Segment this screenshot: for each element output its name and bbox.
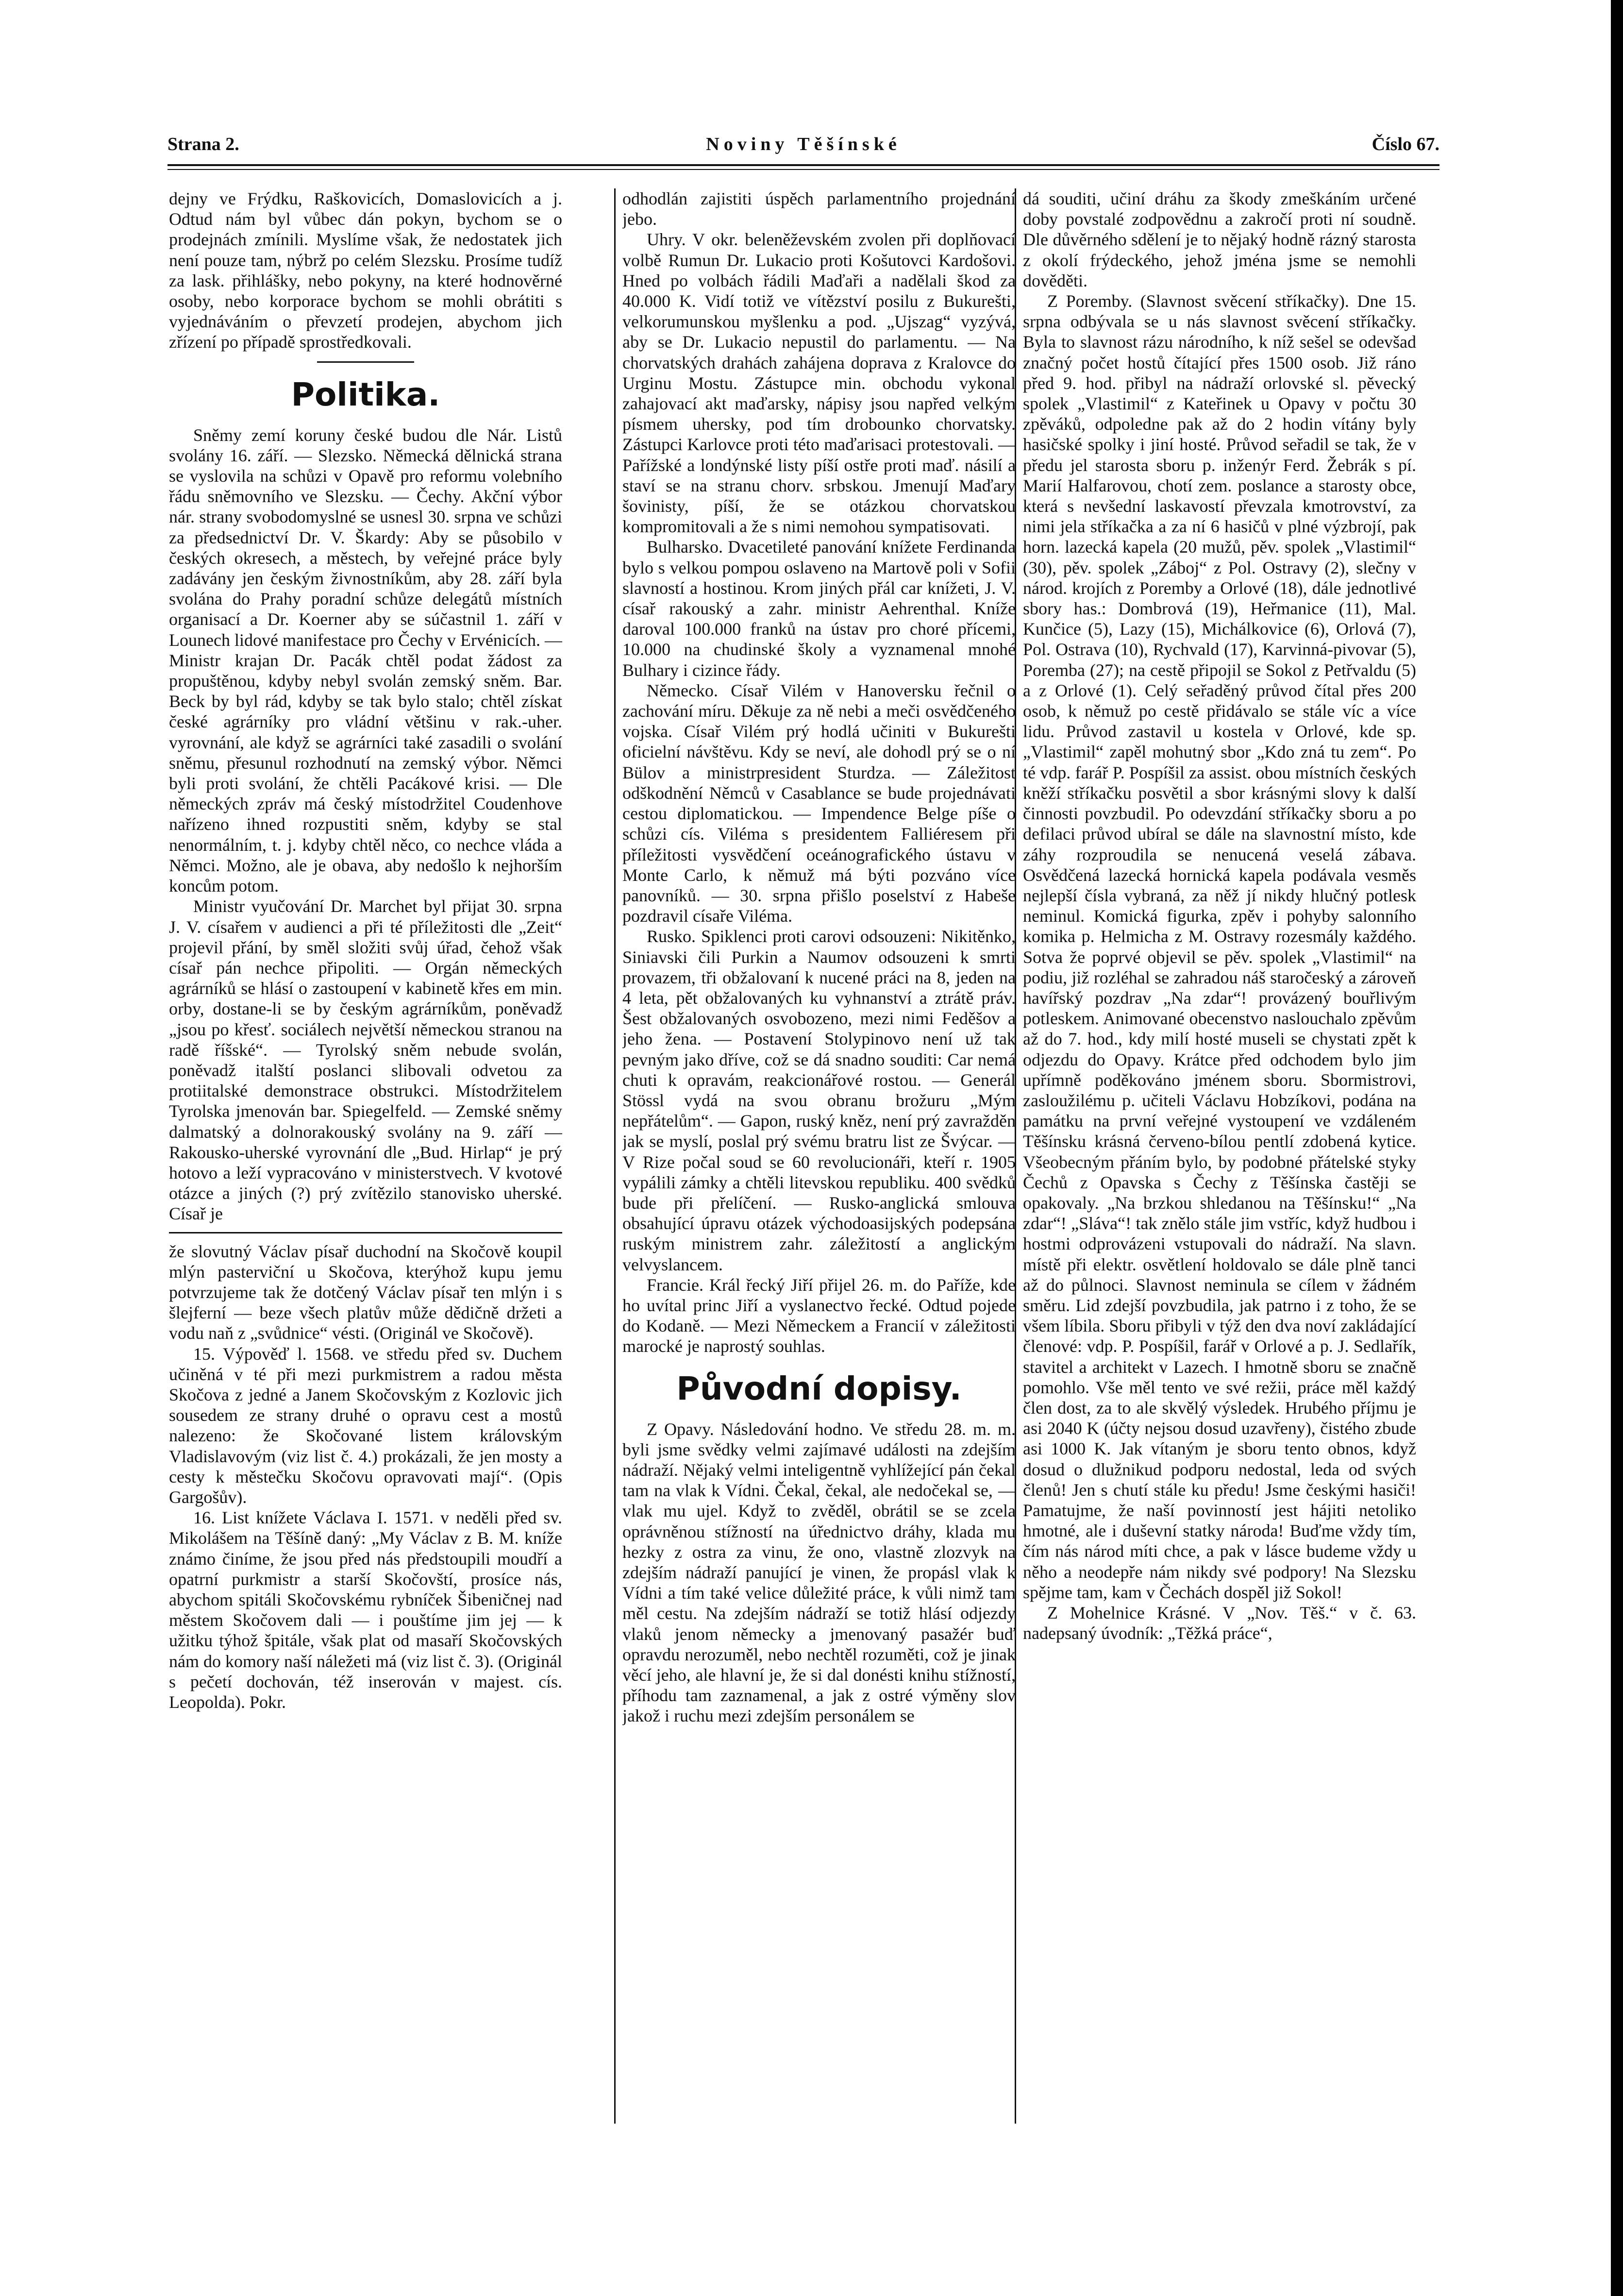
article-paragraph: Francie. Král řecký Jiří přijel 26. m. do Paříže, kde ho uvítal princ Jiří a vyslanectvo řecké. Odtud pojede do Kodaně. — Mezi Německem a Francií v záležitosti marocké je naprostý souhlas. — [622, 1275, 1016, 1356]
article-paragraph: 16. List knížete Václava I. 1571. v neděli před sv. Mikolášem na Těšíně daný: „My Václav z B. M. kníže známo činíme, že jsou před nás předstoupili moudří a opatrní purkmistr a starší Skočovští, prosíce nás, abychom spitáli Skočovskému rybníček Šibeničnej nad městem Skočovem dali — i pouštíme jim jej — k užitku týhož špitále, však plat od masaří Skočovských nám do komory naší náležeti má (viz list č. 3). (Originál s pečetí dochován, též inserován v majest. cís. Leopolda). Pokr. — [169, 1508, 562, 1712]
article-paragraph: Ministr vyučování Dr. Marchet byl přijat 30. srpna J. V. císařem v audienci a při té příležitosti dle „Zeit“ projevil přání, by směl složiti svůj úřad, čehož však císař pán nechce připoliti. — Orgán německých agrárníků se hlásí o zastoupení v kabinetě křes em min. orby, dostane-li se by českým agrárníkům, poněvadž „jsou po křesť. sociálech největší německou stranou na radě říšské“. — Tyrolský sněm nebude svolán, poněvadž italští poslanci slibovali odvetou za protiitalské demonstrace obstrukci. Místodržitelem Tyrolska jmenován bar. Spiegelfeld. — Zemské sněmy dalmatský a dolnorakouský svolány na 9. září — Rakousko-uherské vyrovnání dle „Bud. Hirlap“ je prý hotovo a leží vypracováno v ministerstvech. V kvotové otázce a jiných (?) prý zvítězilo stanovisko uherské. Císař je — [169, 896, 562, 1224]
article-paragraph: Bulharsko. Dvacetileté panování knížete Ferdinanda bylo s velkou pompou oslaveno na Martově poli v Sofii slavností a hostinou. Krom jiných přál car knížeti, J. V. císař rakouský a zahr. ministr Aehrenthal. Kníže daroval 100.000 franků na ústav pro choré přícemi, 10.000 na chudinské školy a vyznamenal mnohé Bulhary i cizince řády. — [622, 537, 1016, 680]
page-header — [167, 134, 1439, 163]
article-paragraph: Z Poremby. (Slavnost svěcení stříkačky). Dne 15. srpna odbývala se u nás slavnost svěcení stříkačky. Byla to slavnost rázu národního, k níž sešel se odevšad značný počet hostů čítající přes 1500 osob. Již ráno před 9. hod. přibyl na nádraží orlovské sl. pěvecký spolek „Vlastimil“ z Kateřinek u Opavy v počtu 30 zpěváků, odpoledne pak až do 2 hodin vítány byly hasičské spolky i jiní hosté. Průvod seřadil se tak, že v předu jel starosta sboru p. inženýr Ferd. Žebrák s pí. Marií Halfarovou, chotí zem. poslance a starosty obce, která s nevšední laskavostí převzala kmotrovství, za nimi jela stříkačka a za ní 6 hasičů v plné výzbrojí, pak horn. lazecká kapela (20 mužů, pěv. spolek „Vlastimil“ (30), pěv. spolek „Záboj“ z Pol. Ostravy (2), slečny v národ. krojích z Poremby a Orlové (18), dále jednotlivé sbory has.: Dombrová (19), Heřmanice (11), Mal. Kunčice (5), Lazy (15), Michálkovice (6), Orlová (7), Pol. Ostrava (10), Rychvald (17), Karvinná-pivovar (5), Poremba (27); na cestě připojil se Sokol z Petřvaldu (5) a z Orlové (1). Celý seřaděný průvod čítal přes 200 osob, k němuž po cestě přidávalo se stále víc a více lidu. Průvod zastavil u kostela v Orlové, kde sp. „Vlastimil“ zapěl mohutný sbor „Kdo zná tu zem“. Po té vdp. farář P. Pospíšil za assist. obou místních českých kněží stříkačku posvětil a sbor krásnými slovy k další činnosti povzbudil. Po odevzdání stříkačky sboru a po defilaci průvod ubíral se dále na slavnostní místo, kde záhy rozproudila se nenucená veselá zábava. Osvědčená lazecká hornická kapela podávala vesměs nejlepší čísla vybraná, za něž jí nikdy hlučný potlesk neminul. Komická figurka, zpěv i pohyby salonního komika p. Helmicha z M. Ostravy rozesmály každého. Sotva že poprvé objevil se pěv. spolek „Vlastimil“ na podiu, již rozléhal se zahradou náš staročeský a zároveň havířský pozdrav „Na zdar“! provázený bouřlivým potleskem. Animované obecenstvo naslouchalo zpěvům až do 7. hod., kdy milí hosté museli se chystati zpět k odjezdu do Opavy. Krátce před odchodem bylo jim upřímně poděkováno jménem sboru. Sbormistrovi, zasloužilému p. učiteli Václavu Hobzíkovi, podána na památku na první veřejné vystoupení ve vzdáleném Těšínsku krásná červeno-bílou pentlí zdobená kytice. Všeobecným přáním bylo, by podobné přátelské styky Čechů z Opavska s Čechy z Těšínska častěji se opakovaly. „Na brzkou shledanou na Těšínsku!“ „Na zdar“! „Sláva“! tak znělo stále jim vstříc, když hudbou i hostmi odprovázeni vstupovali do nádraží. Na slavn. místě při elektr. osvětlení holdovalo se dále plně tanci až do půlnoci. Slavnost neminula se cílem v žádném směru. Lid zdejší povzbudila, jak patrno i z toho, že se všem líbila. Sboru přibyli v týž den dva noví zakládající členové: vdp. P. Pospíšil, farář v Orlové a p. J. Sedlařík, stavitel a architekt v Lazech. I hmotně sboru se značně pomohlo. Vše měl tento ve své režii, práce měl každý člen dost, za to ale skvělý výsledek. Hrubého příjmu je asi 2040 K (účty nejsou dosud uzavřeny), čistého zbude asi 1000 K. Jak vítaným je sboru tento obnos, když dosud o dlužnikud podporu nedostal, leda od svých členů! Jen s chutí stále ku předu! Jsme českými hasiči! Pamatujme, že naší povinností jest hájiti netoliko hmotné, ale i duševní statky národa! Buďme vždy tím, čím nás národ míti chce, a pak v lásce budeme vždy u něho a neodepře nám nikdy své podpory! Na Slezsku spějme tam, kam v Čechách dospěl již Sokol! — [1023, 291, 1416, 1602]
column-1 — [169, 188, 562, 2119]
article-paragraph: Rusko. Spiklenci proti carovi odsouzeni: Nikitěnko, Siniavski čili Purkin a Naumov odsouzeni k smrti provazem, tři obžalovaní k nucené práci na 8, jeden na 4 leta, pět obžalovaných ku vyhnanství a ztrátě práv. Šest obžalovaných osvobozeno, mezi nimi Feděšov a jeho žena. — Postavení Stolypinovo není už tak pevným jako dříve, což se dá snadno souditi: Car nemá chuti k opravám, reakcionářové rostou. — Generál Stössl vydá na svou obranu brožuru „Mým nepřátelům“. — Gapon, ruský kněz, není prý zavražděn jak se myslí, poslal prý svému bratru list ze Švýcar. — V Rize počal soud se 60 revolucionáři, kteří r. 1905 vypálili zámky a chtěli litevskou republiku. 400 svědků bude při přelíčení. — Rusko-anglická smlouva obsahující úpravu otázek východoasijských podepsána ruským ministrem zahr. záležitostí a anglickým velvyslancem. — [622, 927, 1016, 1274]
newspaper-title: Noviny Těšínské — [706, 134, 901, 154]
issue-number: Číslo 67. — [1372, 134, 1439, 154]
column3-intro: dá souditi, učiní dráhu za škody zmeškáním určené doby povstalé zodpovědnu a zakročí proti ní soudně. Dle důvěrného sdělení je to nějaký hodně rázný starosta z okolí frýdeckého, jehož jména jsme se nemohli dověděti. — [1023, 189, 1416, 290]
page-number: Strana 2. — [167, 134, 239, 154]
column-divider-1 — [614, 188, 616, 2124]
header-rule-top — [167, 164, 1439, 166]
article-paragraph: Z Opavy. Následování hodno. Ve středu 28. m. m. byli jsme svědky velmi zajímavé události na zdejším nádraží. Nějaký velmi inteligentně vyhlížející pán čekal tam na vlak k Vídni. Čekal, čekal, ale nedočekal se, — vlak mu ujel. Když to zvěděl, obrátil se se zcela oprávněnou stížností na úřednictvo dráhy, klada mu hezky z ostra za vinu, že ono, vlastně zlozvyk na zdejším nádraží panující je vinen, že propásl vlak k Vídni a tím také velice důležité práce, k vůli nimž tam měl cestu. Na zdejším nádraží se totiž hlásí odjezdy vlaků jenom německy a jmenovaný pasažér buď opravdu nerozuměl, nebo nechtěl rozuměti, což je jinak věcí jeho, ale hlavní je, že si dal donésti knihu stížností, příhodu tam zaznamenal, a jak z ostré výměny slov jakož i ruchu mezi zdejším personálem se — [622, 1419, 1016, 1726]
column1-intro: dejny ve Frýdku, Raškovicích, Domaslovicích a j. Odtud nám byl vůbec dán pokyn, bychom se o prodejnách zmínili. Myslíme však, že nedostatek jich není pouze tam, nýbrž po celém Slezsku. Prosíme tudíž za lask. přihlášky, nebo pokyny, na které hodnověrné osoby, nebo korporace bychom se mohli obrátiti s vyjednáváním o převzetí prodejen, abychom jich zřízení po případě sprostředkovali. — [169, 189, 562, 352]
scan-edge-bar — [1611, 0, 1623, 2296]
article-paragraph: 15. Výpověď l. 1568. ve středu před sv. Duchem učiněná v té při mezi purkmistrem a radou města Skočova z jedné a Janem Skočovským z Kozlovic jich sousedem ze strany druhé o opravu cest a mostů nalezeno: že Skočované listem královským Vladislavovým (viz list č. 4.) prokázali, že jen mosty a cesty k městečku Skočovu opravovati mají“. (Opis Gargošův). — [169, 1344, 562, 1507]
article-divider — [169, 1232, 562, 1233]
column-2 — [622, 188, 1016, 2131]
column2-intro: odhodlán zajistiti úspěch parlamentního projednání jebo. — [622, 189, 1016, 229]
article-paragraph: Uhry. V okr. beleněževském zvolen při doplňovací volbě Rumun Dr. Lukacio proti Košutovci Kardošovi. Hned po volbách řádili Maďaři a nadělali škod za 40.000 K. Vidí totiž ve vítězství posilu z Bukurešti, velkorumunskou myšlenku a pod. „Ujszag“ vyzývá, aby se Dr. Lukacio nepustil do parlamentu. — Na chorvatských drahách zahájena doprava z Kralovce do Urginu Mostu. Zástupce min. obchodu vykonal zahajovací akt maďarsky, nápisy jsou napřed velkým písmem uhersky, pod tím drobounko chorvatsky. Zástupci Karlovce proti této maďarisaci protestovali. — Pařížské a londýnské listy píší ostře proti maď. násilí a staví se na stranu chorv. srbskou. Jmenují Maďary šovinisty, píší, že se otázkou chorvatskou kompromitovali a že s nimi nemohou sympatisovati. — [622, 230, 1016, 537]
article-paragraph: Německo. Císař Vilém v Hanoversku řečnil o zachování míru. Děkuje za ně nebi a meči osvědčeného vojska. Císař Vilém prý hodlá učiniti v Bukurešti oficielní návštěvu. Kdy se neví, ale dohodl prý se o ní Bülov a ministrpresident Sturdza. — Záležitost odškodnění Němců v Casablance se bude projednávati cestou diplomatickou. — Impendence Belge píše o schůzi cís. Viléma s presidentem Falliéresem při příležitosti vysvědčení oceánografického ústavu v Monte Carlo, k němuž má býti pozváno více panovníků. — 30. srpna přišlo poselství z Habeše pozdravil císaře Viléma. — [622, 680, 1016, 926]
article-paragraph: Z Mohelnice Krásné. V „Nov. Těš.“ v č. 63. nadepsaný úvodník: „Těžká práce“, — [1023, 1603, 1416, 1643]
article-paragraph: že slovutný Václav písař duchodní na Skočově koupil mlýn pasterviční u Skočova, kterýhož kupu jemu potvrzujeme tak že dotčený Václav písař ten mlýn i s šlejferní — beze všech platův může dědičně držeti a vodu naň z „svůdnice“ vésti. (Originál ve Skočově). — [169, 1241, 562, 1343]
header-rule-bottom — [167, 169, 1439, 170]
section-heading-politika: Politika. — [291, 375, 440, 413]
column-3 — [1023, 188, 1416, 2131]
section-divider — [317, 361, 414, 363]
section-heading-puvodni-dopisy: Původní dopisy. — [676, 1369, 962, 1407]
article-paragraph: Sněmy zemí koruny české budou dle Nár. Listů svolány 16. září. — Slezsko. Německá dělnická strana se vyslovila na schůzi v Opavě pro reformu volebního řádu sněmovního ve Slezsku. — Čechy. Akční výbor nár. strany svobodomyslné se usnesl 30. srpna ve schůzi za předsednictví Dr. V. Škardy: Aby se působilo v českých okresech, a městech, by veřejné práce byly zadávány jen českým živnostníkům, aby 28. září byla svolána do Prahy poradní schůze delegátů místních organisací a Dr. Koerner aby se súčastnil 1. září v Lounech lidové manifestace pro Čechy v Ervénicích. — Ministr krajan Dr. Pacák chtěl podat žádost za propuštěnou, kdyby nebyl svolán zemský sněm. Bar. Beck by byl rád, kdyby se tak bylo stalo; chtěl získat české agrárníky pro vládní většinu v rak.-uher. vyrovnání, ale když se agrárníci také zasadili o svolání sněmu, přesunul rozhodnutí na zemský výbor. Němci byli proti svolání, že chtěli Pacákové krisi. — Dle německých zpráv má český místodržitel Coudenhove nařízeno ihned rozpustiti sněm, kdyby se stal nenormálním, t. j. kdyby chtěl něco, co nechce vláda a Němci. Možno, ale je obava, aby nedošlo k nejhorším koncům potom. — [169, 425, 562, 896]
